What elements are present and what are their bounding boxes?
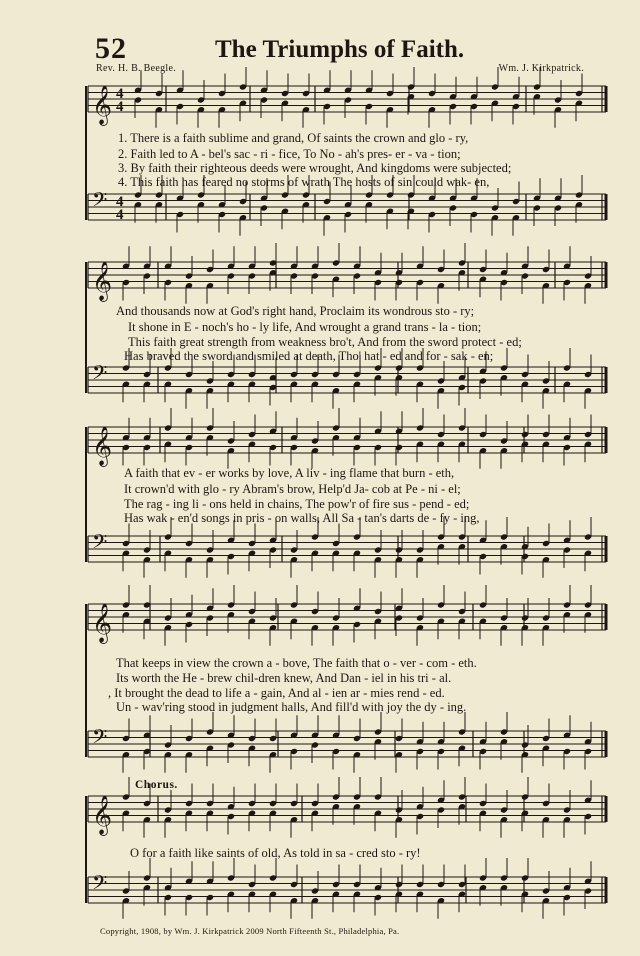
bass-clef-icon: 𝄢 xyxy=(92,530,108,558)
time-signature: 4 xyxy=(116,194,124,210)
hymn-page: 52 The Triumphs of Faith. Rev. H. B. Beegle. Wm. J. Kirkpatrick. 𝄞 4 4 𝄢 4 4 𝄞 𝄢 𝄞 𝄢 𝄞 𝄢 𝄞 𝄢 1. There is a faith sublime and grand, Of saints the crown and glo - ry, 2. Faith led to A - bel's sac - ri - fice, To No - ah's pres- er - va - tion; 3. By faith their righteous deeds were wrought, And kingdoms were subjected; 4. This faith has feared no storms of wrath The hosts of sin could wak- en, And thousands now at God's right hand, Proclaim its wondrous sto - ry; It shone in E - noch's ho - ly life, And wrought a grand trans - la - tion; This faith great strength from weakness bro't, And from the sword protect - ed; Has braved the sword and smiled at death, Tho' hat - ed and for - sak - en; A faith that ev - er works by love, A liv - ing flame that burn - eth, It crown'd with glo - ry Abram's brow, Help'd Ja- cob at Pe - ni - el; The rag - ing li - ons held in chains, The pow'r of fire sus - pend - ed; Has wak - en'd songs in pris - on walls, All Sa - tan's darts de - fy - ing, That keeps in view the crown a - bove, The faith that o - ver - com - eth. Its worth the He - brew chil-dren knew, And Dan - iel in his tri - al. , It brought the dead to life a - gain, And al - ien ar - mies rend - ed. Un - wav'ring stood in judgment halls, And fill'd with joy the dy - ing. Chorus. O for a faith like saints of old, As told in sa - cred sto - ry! Copyright, 1908, by Wm. J. Kirkpatrick 2009 North Fifteenth St., Philadelphia, Pa. xyxy=(0,0,640,956)
chorus-label: Chorus. xyxy=(135,779,178,791)
treble-staff xyxy=(88,243,606,304)
lyricist-credit: Rev. H. B. Beegle. xyxy=(96,63,177,74)
treble-clef-icon: 𝄞 xyxy=(92,426,113,466)
bass-clef-icon: 𝄢 xyxy=(92,725,108,753)
bass-staff xyxy=(88,712,606,773)
bass-clef-icon: 𝄢 xyxy=(92,361,108,389)
treble-clef-icon: 𝄞 xyxy=(92,795,113,835)
copyright-notice: Copyright, 1908, by Wm. J. Kirkpatrick 2009 North Fifteenth St., Philadelphia, Pa. xyxy=(100,926,400,936)
bass-clef-icon: 𝄢 xyxy=(92,188,108,216)
treble-clef-icon: 𝄞 xyxy=(92,603,113,643)
treble-staff xyxy=(88,585,606,646)
treble-clef-icon: 𝄞 xyxy=(92,261,113,301)
hymn-number: 52 xyxy=(95,32,127,65)
treble-staff xyxy=(88,67,606,128)
bass-staff xyxy=(88,858,606,919)
treble-staff xyxy=(88,408,606,469)
time-signature: 4 xyxy=(116,86,124,102)
composer-credit: Wm. J. Kirkpatrick. xyxy=(498,63,584,74)
bass-staff xyxy=(88,517,606,578)
bass-clef-icon: 𝄢 xyxy=(92,871,108,899)
treble-clef-icon: 𝄞 xyxy=(92,85,113,125)
time-signature: 4 xyxy=(116,99,124,115)
hymn-title: The Triumphs of Faith. xyxy=(215,36,465,63)
time-signature: 4 xyxy=(116,207,124,223)
